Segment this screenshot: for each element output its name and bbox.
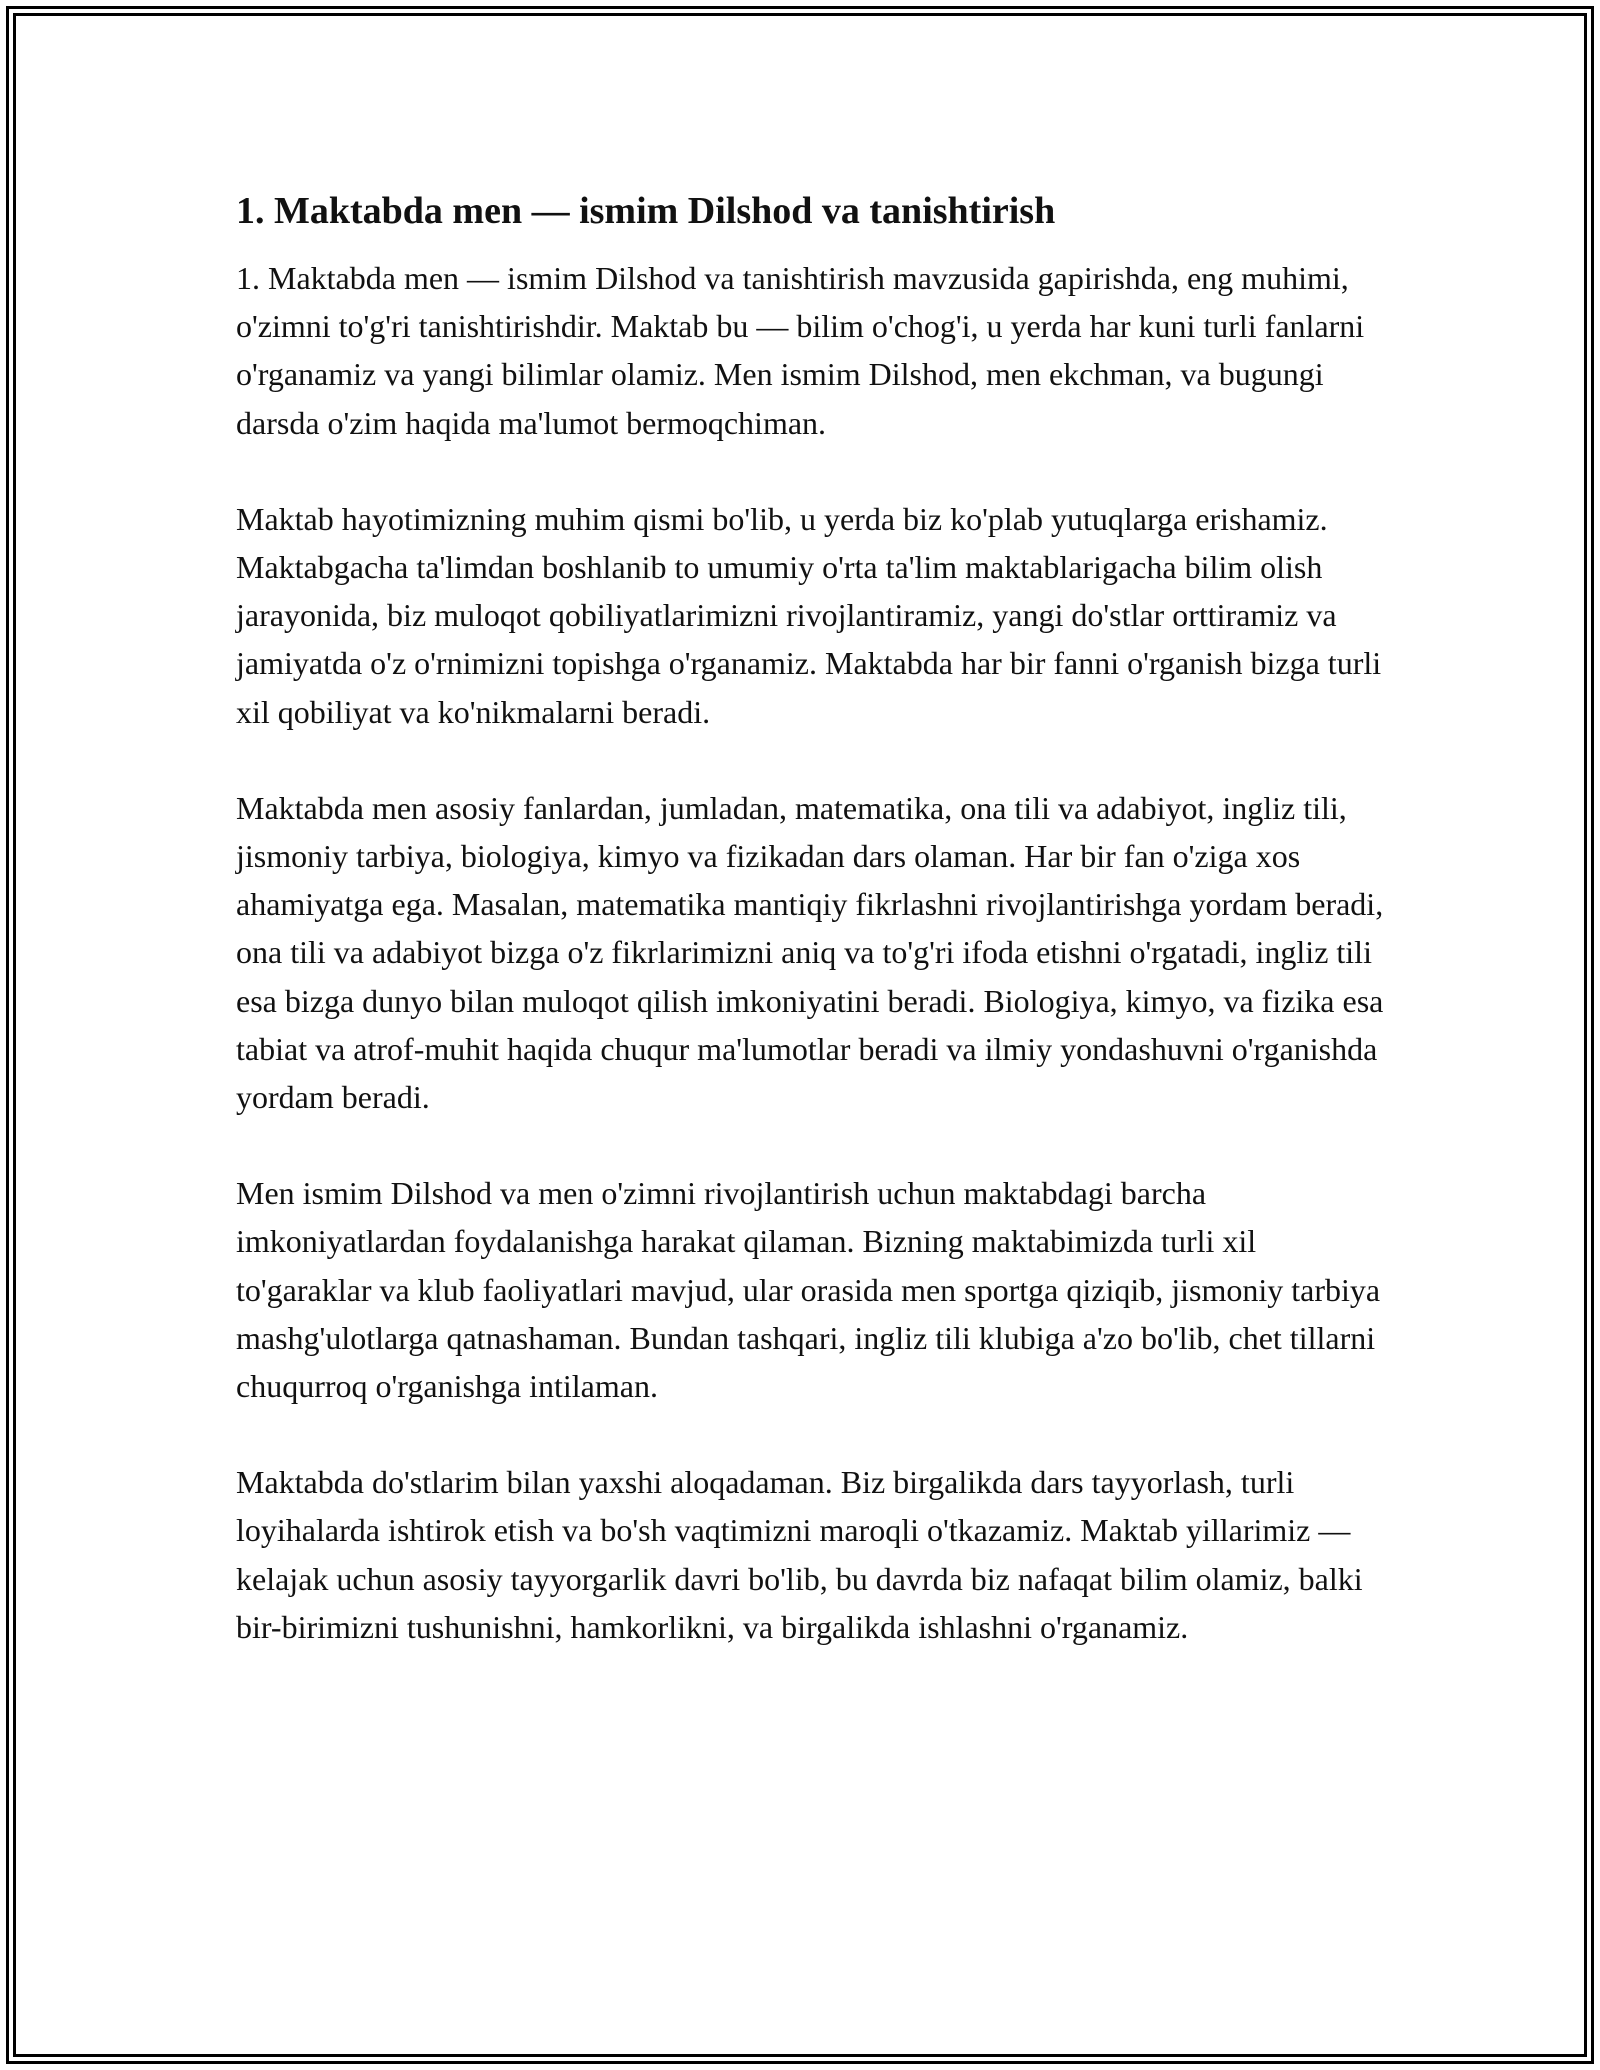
paragraph-self-development: Men ismim Dilshod va men o'zimni rivojlantirish uchun maktabdagi barcha imkoniyatlardan foydalanishga harakat qilaman. Bizning maktabimizda turli xil to'garaklar va klub faoliyatlari mavjud, ular orasida men sportga qiziqib, jismoniy tarbiya mashg'ulotlarga qatnashaman. Bundan tashqari, ingliz tili klubiga a'zo bo'lib, chet tillarni chuqurroq o'rganishga intilaman. <box>236 1175 1381 1405</box>
document-body <box>236 186 1386 1699</box>
paragraph-friends: Maktabda do'stlarim bilan yaxshi aloqadaman. Biz birgalikda dars tayyorlash, turli loyihalarda ishtirok etish va bo'sh vaqtimizni maroqli o'tkazamiz. Maktab yillarimiz — kelajak uchun asosiy tayyorgarlik davri bo'lib, bu davrda biz nafaqat bilim olamiz, balki bir-birimizni tushunishni, hamkorlikni, va birgalikda ishlashni o'rganamiz. <box>236 1464 1363 1645</box>
document-title: 1. Maktabda men — ismim Dilshod va tanishtirish <box>236 190 1056 232</box>
paragraph-subjects: Maktabda men asosiy fanlardan, jumladan, matematika, ona tili va adabiyot, ingliz tili, jismoniy tarbiya, biologiya, kimyo va fizikadan dars olaman. Har bir fan o'ziga xos ahamiyatga ega. Masalan, matematika mantiqiy fikrlashni rivojlantirishga yordam beradi, ona tili va adabiyot bizga o'z fikrlarimizni aniq va to'g'ri ifoda etishni o'rgatadi, ingliz tili esa bizga dunyo bilan muloqot qilish imkoniyatini beradi. Biologiya, kimyo, va fizika esa tabiat va atrof-muhit haqida chuqur ma'lumotlar beradi va ilmiy yondashuvni o'rganishda yordam beradi. <box>236 789 1384 1116</box>
paragraph-intro: 1. Maktabda men — ismim Dilshod va tanishtirish mavzusida gapirishda, eng muhimi, o'zimni to'g'ri tanishtirishdir. Maktab bu — bilim o'chog'i, u yerda har kuni turli fanlarni o'rganamiz va yangi bilimlar olamiz. Men ismim Dilshod, men ekchman, va bugungi darsda o'zim haqida ma'lumot bermoqchiman. <box>236 260 1365 441</box>
paragraph-school-life: Maktab hayotimizning muhim qismi bo'lib, u yerda biz ko'plab yutuqlarga erishamiz. Maktabgacha ta'limdan boshlanib to umumiy o'rta ta'lim maktablarigacha bilim olish jarayonida, biz muloqot qobiliyatlarimizni rivojlantiramiz, yangi do'stlar orttiramiz va jamiyatda o'z o'rnimizni topishga o'rganamiz. Maktabda har bir fanni o'rganish bizga turli xil qobiliyat va ko'nikmalarni beradi. <box>236 500 1382 730</box>
